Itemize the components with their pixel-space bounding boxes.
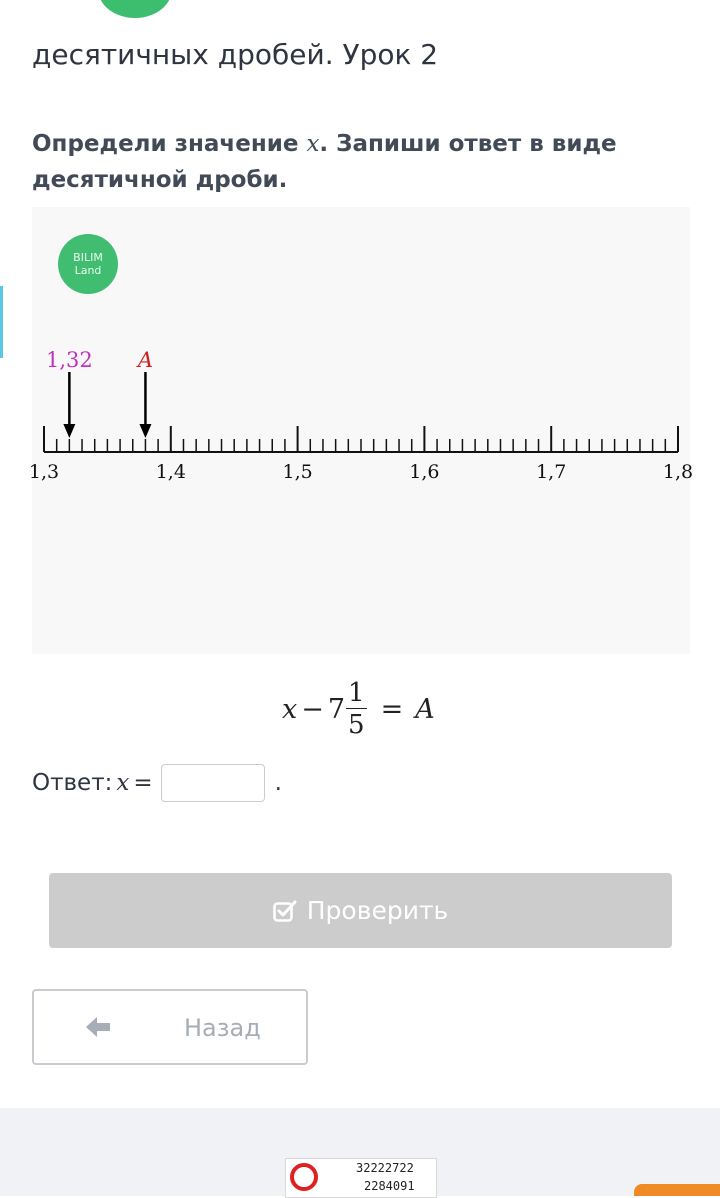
marker-unknown-arrow-head: [139, 424, 151, 438]
equation-var: x: [282, 693, 298, 725]
answer-period: .: [274, 770, 282, 796]
lesson-title: десятичных дробей. Урок 2: [32, 38, 439, 71]
sticker-code-1: 32222722: [356, 1161, 414, 1175]
task-text: [32, 126, 672, 198]
fraction-numerator: 1: [348, 677, 365, 708]
equation-rhs: A: [415, 693, 435, 725]
orange-corner-button[interactable]: [634, 1184, 720, 1196]
check-button[interactable]: [49, 873, 672, 948]
checkbox-check-icon: [273, 900, 297, 922]
equation-minus: −: [301, 693, 324, 725]
answer-row: [32, 762, 282, 804]
equation-fraction: [346, 678, 367, 741]
back-button-label: Назад: [184, 1014, 261, 1042]
back-button[interactable]: [32, 989, 308, 1065]
arrow-left-icon: [84, 1013, 112, 1041]
tick-label: 1,3: [28, 461, 60, 483]
tick-label: 1,6: [409, 461, 440, 483]
sticker-code-2: 2284091: [364, 1179, 415, 1193]
task-variable: x: [306, 131, 320, 157]
marker-known-label: 1,32: [45, 348, 93, 372]
task-text-start: Определи значение: [32, 131, 307, 157]
footer-sticker: [285, 1158, 437, 1198]
number-line: [28, 207, 694, 654]
red-ring-icon: [290, 1163, 318, 1191]
tick-label: 1,5: [282, 461, 313, 483]
logo-line1: BILIM: [73, 251, 103, 264]
left-accent: [0, 286, 3, 358]
check-button-label: Проверить: [306, 896, 449, 925]
top-badge: [98, 0, 172, 18]
number-line-figure: [28, 207, 694, 654]
marker-unknown-label: A: [137, 348, 154, 372]
fraction-denominator: 5: [348, 709, 365, 740]
tick-label: 1,7: [536, 461, 567, 483]
answer-variable: x: [116, 770, 130, 796]
marker-known-arrow-head: [63, 424, 75, 438]
task-text-end: . Запиши ответ в виде десятичной дроби.: [32, 131, 617, 193]
tick-label: 1,8: [662, 461, 694, 483]
equation-whole: 7: [327, 693, 346, 725]
answer-label: Ответ:: [32, 770, 113, 796]
logo-line2: Land: [74, 264, 102, 277]
tick-label: 1,4: [155, 461, 186, 483]
equation-equals: =: [380, 693, 404, 725]
answer-input[interactable]: [161, 764, 265, 802]
answer-equals: =: [133, 770, 153, 796]
equation: [282, 672, 435, 746]
